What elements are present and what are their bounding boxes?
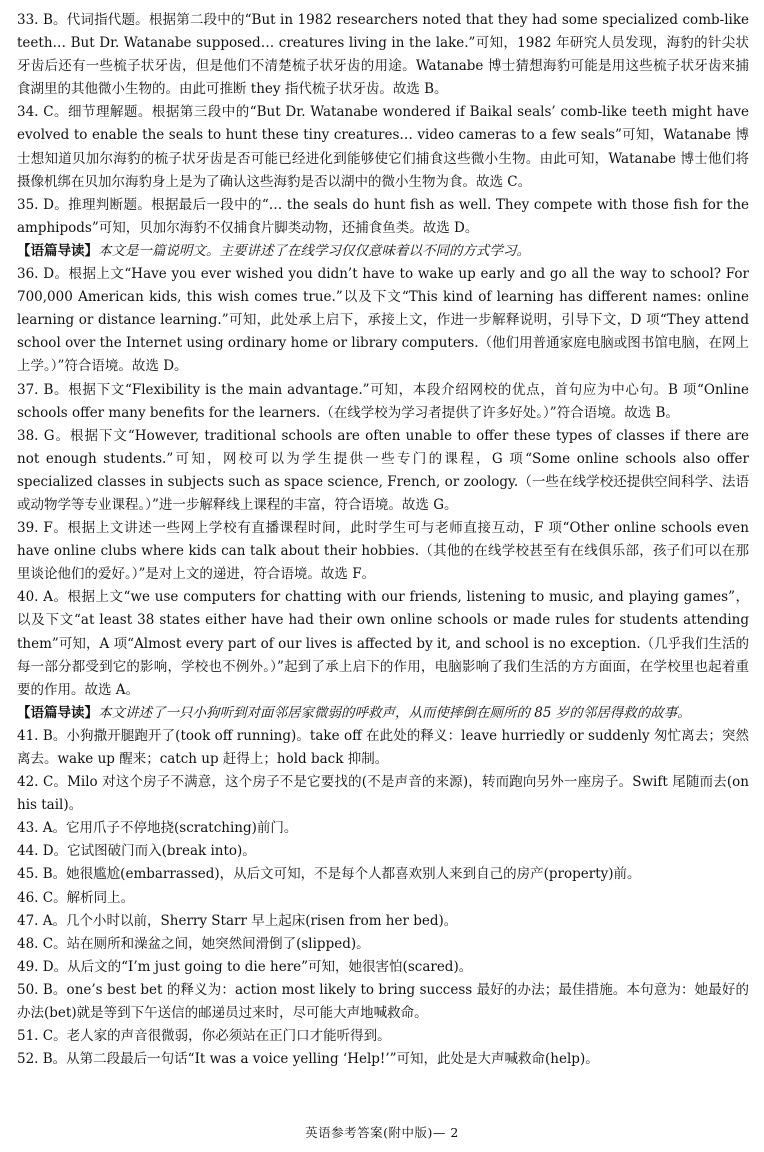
item-text: C。解析同上。	[42, 889, 135, 906]
item-text: G。根据下文“However, traditional schools are often unable to offer these types of classes if there are not enough students.”可知，网校可以为学生提供一些专门的课程，G 项“Some online schools also offer specialized classes in subjects such as space science, French, or zoology.（一些在线学校还提供空间科学、法语或动物学等专业课程。）”进一步解释线上课程的丰富，符合语境。故选 G。	[17, 427, 750, 513]
item-number: 47.	[17, 912, 43, 929]
item-number: 45.	[17, 866, 43, 883]
answer-51	[17, 1025, 749, 1048]
item-number: 41.	[17, 727, 43, 744]
item-text: D。从后文的“I’m just going to die here”可知，她很害怕(scared)。	[42, 958, 473, 975]
item-text: B。小狗撒开腿跑开了(took off running)。take off 在此处的释义：leave hurriedly or suddenly 匆忙离去；突然离去。wake up 醒来；catch up 赶得上；hold back 抑制。	[17, 727, 749, 767]
item-number: 40.	[17, 589, 44, 606]
item-number: 46.	[17, 889, 43, 906]
page-footer: 英语参考答案(附中版)— 2	[305, 1125, 459, 1140]
answer-33	[17, 9, 749, 101]
item-number: 52.	[17, 1051, 43, 1068]
answer-41	[17, 725, 749, 771]
item-text: D。推理判断题。根据最后一段中的“… the seals do hunt fish as well. They compete with those fish for the amphipods”可知，贝加尔海豹不仅捕食片脚类动物，还捕食鱼类。故选 D。	[17, 196, 750, 236]
answer-48	[17, 933, 749, 956]
item-text: D。它试图破门而入(break into)。	[42, 843, 256, 860]
answer-49	[17, 956, 749, 979]
intro-text: 本文是一篇说明文。主要讲述了在线学习仅仅意味着以不同的方式学习。	[98, 242, 530, 259]
item-text: C。细节理解题。根据第三段中的“But Dr. Watanabe wondered if Baikal seals’ comb-like teeth might have evolved to enable the seals to hunt these tiny creatures… video cameras to a few seals”可知，Watanabe 博士想知道贝加尔海豹的梳子状牙齿是否可能已经进化到能够使它们捕食这些微小生物。由此可知，Watanabe 博士他们将摄像机绑在贝加尔海豹身上是为了确认这些海豹是否以湖中的微小生物为食。故选 C。	[17, 104, 750, 190]
item-text: B。从第二段最后一句话“It was a voice yelling ‘Help!’”可知，此处是大声喊救命(help)。	[42, 1051, 599, 1068]
item-number: 48.	[17, 935, 43, 952]
item-number: 49.	[17, 958, 43, 975]
item-text: A。几个小时以前，Sherry Starr 早上起床(risen from her bed)。	[42, 912, 458, 929]
item-text: D。根据上文“Have you ever wished you didn’t have to wake up early and go all the way to school? For 700,000 American kids, this wish comes true.”以及下文“This kind of learning has different names: online learning or distance learning.”可知，此处承上启下，承接上文，作进一步解释说明，引导下文，D 项“They attend school over the Internet using ordinary home or library computers.（他们用普通家庭电脑或图书馆电脑，在网上上学。）”符合语境。故选 D。	[17, 266, 749, 375]
passage-intro-3	[17, 702, 749, 725]
answer-46	[17, 887, 749, 910]
item-text: C。站在厕所和澡盆之间，她突然间滑倒了(slipped)。	[42, 935, 370, 952]
item-number: 35.	[17, 196, 44, 213]
item-number: 51.	[17, 1028, 43, 1045]
item-text: B。one’s best bet 的释义为：action most likely to bring success 最好的办法；最佳措施。本句意为：她最好的办法(bet)就是等到下午送信的邮递员过来时，尽可能大声地喊救命。	[17, 981, 749, 1022]
answer-50	[17, 979, 749, 1025]
item-number: 37.	[17, 381, 44, 398]
passage-intro-2	[17, 240, 749, 263]
item-text: B。代词指代题。根据第二段中的“But in 1982 researchers noted that they had some specialized comb-like teeth… But Dr. Watanabe supposed… creatures living in the lake.”可知，1982 年研究人员发现，海豹的针尖状牙齿后还有一些梳子状牙齿，但是他们不清楚梳子状牙齿的用途。Watanabe 博士猜想海豹可能是用这些梳子状牙齿来捕食湖里的其他微小生物的。由此可推断 they 指代梳子状牙齿。故选 B。	[17, 12, 749, 98]
item-text: B。她很尴尬(embarrassed)，从后文可知，不是每个人都喜欢别人来到自己的房产(property)前。	[42, 866, 641, 883]
item-number: 42.	[17, 774, 43, 791]
answer-40	[17, 586, 749, 701]
item-number: 34.	[17, 104, 44, 121]
item-number: 38.	[17, 427, 44, 444]
item-number: 33.	[17, 12, 43, 28]
item-text: C。Milo 对这个房子不满意，这个房子不是它要找的(不是声音的来源)，转而跑向另外一座房子。Swift 尾随而去(on his tail)。	[17, 774, 749, 814]
answer-39	[17, 517, 749, 586]
answer-35	[17, 194, 749, 240]
answer-38	[17, 425, 749, 517]
item-text: A。它用爪子不停地挠(scratching)前门。	[42, 820, 298, 837]
item-number: 39.	[17, 520, 44, 537]
item-number: 44.	[17, 843, 43, 860]
intro-text: 本文讲述了一只小狗听到对面邻居家微弱的呼救声，从而使摔倒在厕所的 85 岁的邻居得救的故事。	[98, 704, 691, 721]
intro-tag: 【语篇导读】	[17, 242, 98, 259]
answer-47	[17, 910, 749, 933]
item-text: B。根据下文“Flexibility is the main advantage.”可知，本段介绍网校的优点，首句应为中心句。B 项“Online schools offer many benefits for the learners.（在线学校为学习者提供了许多好处。）”符合语境。故选 B。	[17, 381, 750, 421]
item-number: 50.	[17, 981, 43, 998]
answer-36	[17, 263, 749, 378]
item-number: 36.	[17, 266, 44, 283]
item-text: F。根据上文讲述一些网上学校有直播课程时间，此时学生可与老师直接互动，F 项“Other online schools even have online clubs where kids can talk about their hobbies.（其他的在线学校甚至有在线俱乐部，孩子们可以在那里谈论他们的爱好。）”是对上文的递进，符合语境。故选 F。	[17, 520, 749, 583]
item-text: A。根据上文“we use computers for chatting with our friends, listening to music, and playing games”，以及下文“at least 38 states either have had their own online schools or made rules for students attending them”可知，A 项“Almost every part of our lives is affected by it, and school is no exception.（几乎我们生活的每一部分都受到它的影响，学校也不例外。）”起到了承上启下的作用，电脑影响了我们生活的方方面面，在学校里也起着重要的作用。故选 A。	[17, 589, 749, 698]
answer-42	[17, 771, 749, 817]
item-text: C。老人家的声音很微弱，你必须站在正门口才能听得到。	[42, 1028, 391, 1045]
intro-tag: 【语篇导读】	[17, 704, 98, 721]
answer-43	[17, 817, 749, 840]
answer-37	[17, 379, 749, 425]
answer-45	[17, 863, 749, 886]
answer-34	[17, 101, 749, 193]
answer-52	[17, 1048, 749, 1071]
item-number: 43.	[17, 820, 43, 837]
answer-list	[17, 9, 749, 1071]
answer-44	[17, 840, 749, 863]
